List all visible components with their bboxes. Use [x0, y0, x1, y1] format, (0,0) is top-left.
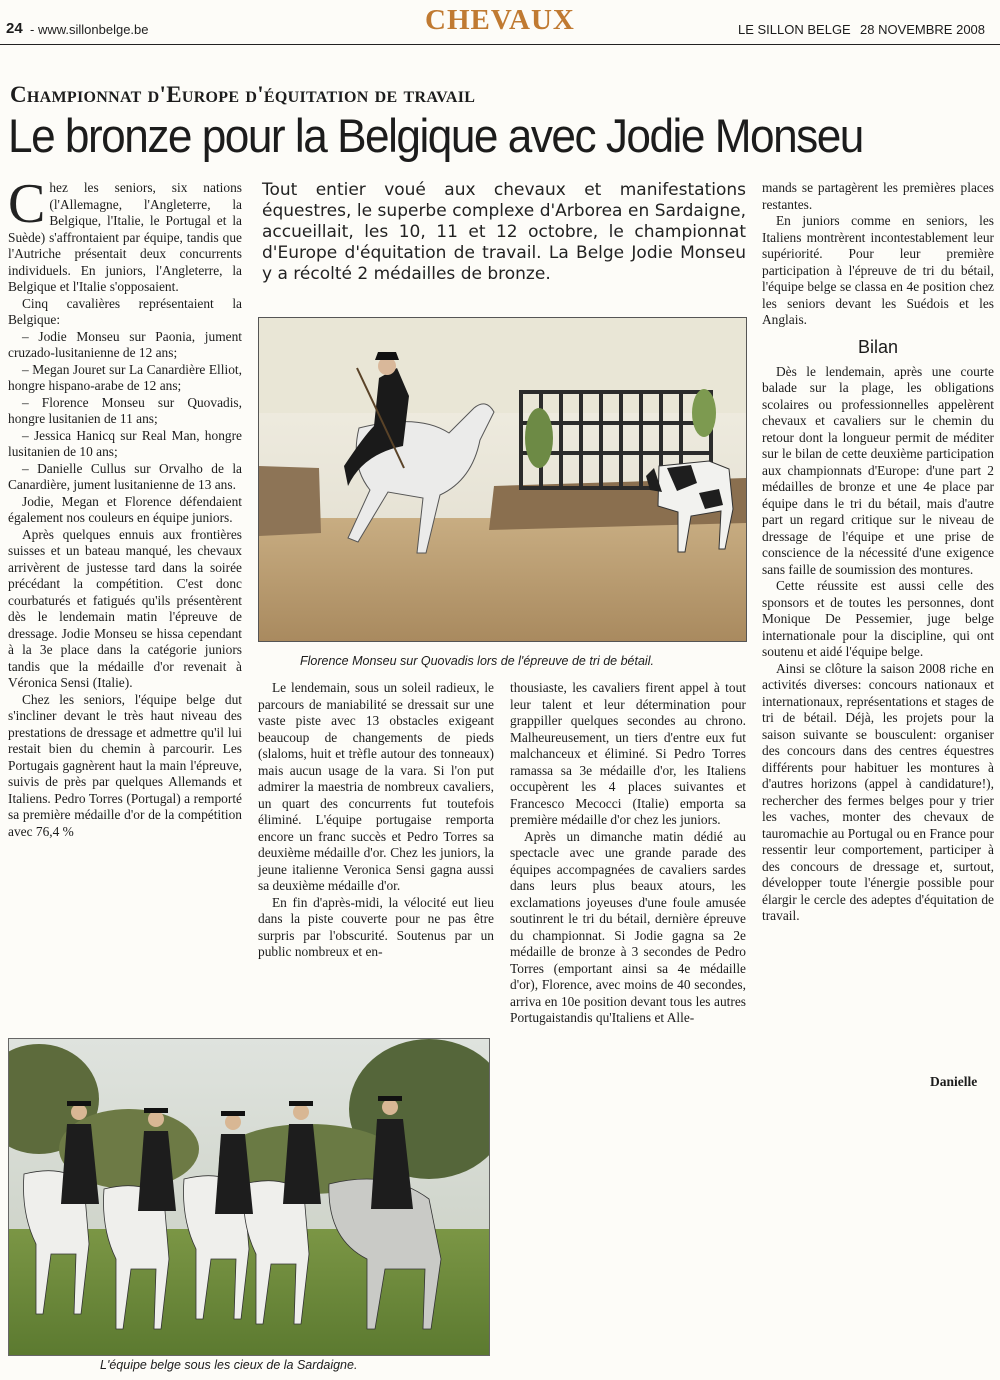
page-number: 24 — [6, 20, 23, 37]
column-1 — [8, 173, 242, 840]
section-title: CHEVAUX — [425, 4, 575, 36]
issue-date: 28 NOVEMBRE 2008 — [860, 22, 986, 37]
column-4 — [762, 180, 994, 925]
header-rule — [0, 44, 1000, 45]
article-intro: Tout entier voué aux chevaux et manifestations équestres, le superbe complexe d'Arborea en Sardaigne, accueillait, les 10, 11 et 12 octobre, le championnat d'Europe d'équitation de travail. La Belge Jodie Monseu y a récolté 2 médailles de bronze. — [262, 180, 746, 284]
article-headline: Le bronze pour la Belgique avec Jodie Monseu — [8, 109, 863, 162]
paragraph: Ainsi se clôture la saison 2008 riche en activités diverses: concours nationaux et internationaux, représentations et stages de tri de bétail. Déjà, les projets pour la saison suivante se bousculent: organiser des concours dans des centres équestres différents pour habituer les montures à d'autres horizons (appel à candidature!), rechercher des fermes belges pour y trier les vaches, monter des chevaux de tauromachie au Portugal ou en France pour ressentir leur comportement, participer à des concours de dressage et, surtout, développer toute l'énergie possible pour élargir le cercle des adeptes d'équitation de travail. — [762, 660, 994, 923]
paragraph: Cinq cavalières représentaient la Belgique: — [8, 295, 242, 327]
paragraph: Jodie, Megan et Florence défendaient également nos couleurs en équipe juniors. — [8, 493, 242, 525]
photo-team — [8, 1038, 490, 1356]
photo-caption: L'équipe belge sous les cieux de la Sardaigne. — [100, 1358, 358, 1372]
paragraph: Après un dimanche matin dédié au spectacle avec une grande parade des équipes accompagnées de cavaliers sardes dans leurs plus beaux atours, les exclamations joyeuses d'une foule amusée soutinrent le tri du bétail, dernière épreuve du championnat. Si Jodie gagna sa 2e médaille de bronze à 3 secondes de Pedro Torres (emportant ainsi sa 4e médaille d'or), Florence, avec moins de 40 secondes, arriva en 10e position devant tous les autres Portugaistandis qu'Italiens et Alle- — [510, 828, 746, 1025]
paragraph: Après quelques ennuis aux frontières suisses et un bateau manqué, les chevaux arrivèrent de justesse tard dans la soirée précédant la compétition. C'est donc courbaturés et fatigués qu'ils présentèrent dès le lendemain matin l'épreuve de dressage. Jodie Monseu se hissa cependant à la 3e place dans la catégorie juniors tandis que la médaille d'or revenait à Véronica Sensi (Italie). — [8, 526, 242, 690]
paragraph: En juniors comme en seniors, les Italiens montrèrent incontestablement leur supériorité. Pour leur première participation à l'épreuve de tri du bétail, l'équipe belge se classa en 4e position chez les seniors devant les Suédois et les Anglais. — [762, 213, 994, 327]
paragraph: Dès le lendemain, après une courte balade sur la plage, les obligations scolaires ou professionnelles appelèrent chevaux et cavaliers sur le chemin du retour dont la longueur permit de méditer sur le bilan de cette deuxième participation aux championnats d'Europe: d'une part 2 médailles de bronze et une 4e place par équipe dans le tri du bétail, mais d'autre part un regard critique sur le niveau de dressage de l'équipe et une prise de conscience de la nécessité d'une exigence sans faille de soumission des montures. — [762, 363, 994, 577]
rider-item: – Megan Jouret sur La Canardière Elliot, hongre hispano-arabe de 12 ans; — [8, 361, 242, 393]
paragraph: En fin d'après-midi, la vélocité eut lieu dans la piste couverte pour ne pas être surpris par l'obscurité. Soutenus par un public nombreux et en- — [258, 894, 494, 959]
lead-text: hez les seniors, six nations (l'Allemagne, l'Angleterre, la Belgique, l'Italie, le Portugal et la Suède) s'affrontaient par équipe, tandis que l'Autriche présentait deux concurrents individuels. En juniors, l'Angleterre, la Belgique et l'Italie s'opposaient. — [8, 180, 242, 294]
paragraph: thousiaste, les cavaliers firent appel à tout leur talent et leur détermination pour grappiller quelques secondes au chrono. Malheureusement, un tiers d'entre eux fut malchanceux et éliminé. Si Pedro Torres ramassa sa 3e médaille d'or, les Italiens occupèrent les 4 places suivantes et Francesco Mecocci (Italie) emporta sa première médaille d'or chez les juniors. — [510, 680, 746, 827]
drop-cap: C — [8, 173, 46, 235]
paragraph: Chez les seniors, l'équipe belge dut s'incliner devant le très haut niveau des prestations de dressage et admettre qu'il lui restait bien du chemin à parcourir. Les Portugais gagnèrent haut la main l'épreuve, suivis de près par quelques Allemands et Italiens. Pedro Torres (Portugal) a remporté sa première médaille d'or de la compétition avec 76,4 % — [8, 691, 242, 839]
rider-item: – Florence Monseu sur Quovadis, hongre lusitanien de 11 ans; — [8, 394, 242, 426]
rider-item: – Jodie Monseu sur Paonia, jument cruzado-lusitanienne de 12 ans; — [8, 328, 242, 360]
article-kicker: Championnat d'Europe d'équitation de travail — [10, 82, 476, 107]
newspaper-name: LE SILLON BELGE — [738, 22, 851, 37]
author-signature: Danielle — [930, 1074, 978, 1089]
column-2 — [258, 680, 494, 961]
paragraph: mands se partagèrent les premières places restantes. — [762, 180, 994, 212]
site-url: - www.sillonbelge.be — [30, 22, 149, 37]
subheading-bilan: Bilan — [857, 336, 899, 357]
paragraph: Le lendemain, sous un soleil radieux, le parcours de maniabilité se dressait sur une vaste piste avec 13 obstacles exigeant beaucoup de changements de pieds (slaloms, huit et trèfle autour des tonneaux) mais aucun usage de la vara. Si l'on put admirer la maestria de nombreux cavaliers, un quart des concurrents fut toutefois éliminé. L'équipe portugaise remporta encore un franc succès et Pedro Torres sa deuxième médaille d'or. Chez les juniors, la jeune italienne Veronica Sensi gagna aussi sa deuxième médaille d'or. — [258, 680, 494, 893]
column-3 — [510, 680, 746, 1027]
rider-item: – Danielle Cullus sur Orvalho de la Canardière, jument lusitanienne de 13 ans. — [8, 460, 242, 492]
rider-item: – Jessica Hanicq sur Real Man, hongre lusitanien de 10 ans; — [8, 427, 242, 459]
photo-rider-cattle-illustration — [259, 318, 746, 641]
paragraph: Cette réussite est aussi celle des sponsors et de toutes les personnes, dont Monique De Pessemier, juge belge internationale pour la discipline, qui ont soutenu et aidé l'équipe belge. — [762, 578, 994, 659]
photo-caption: Florence Monseu sur Quovadis lors de l'épreuve de tri de bétail. — [300, 654, 654, 668]
photo-rider-cattle — [258, 317, 747, 642]
lead-paragraph — [8, 173, 242, 296]
photo-team-illustration — [9, 1039, 489, 1355]
